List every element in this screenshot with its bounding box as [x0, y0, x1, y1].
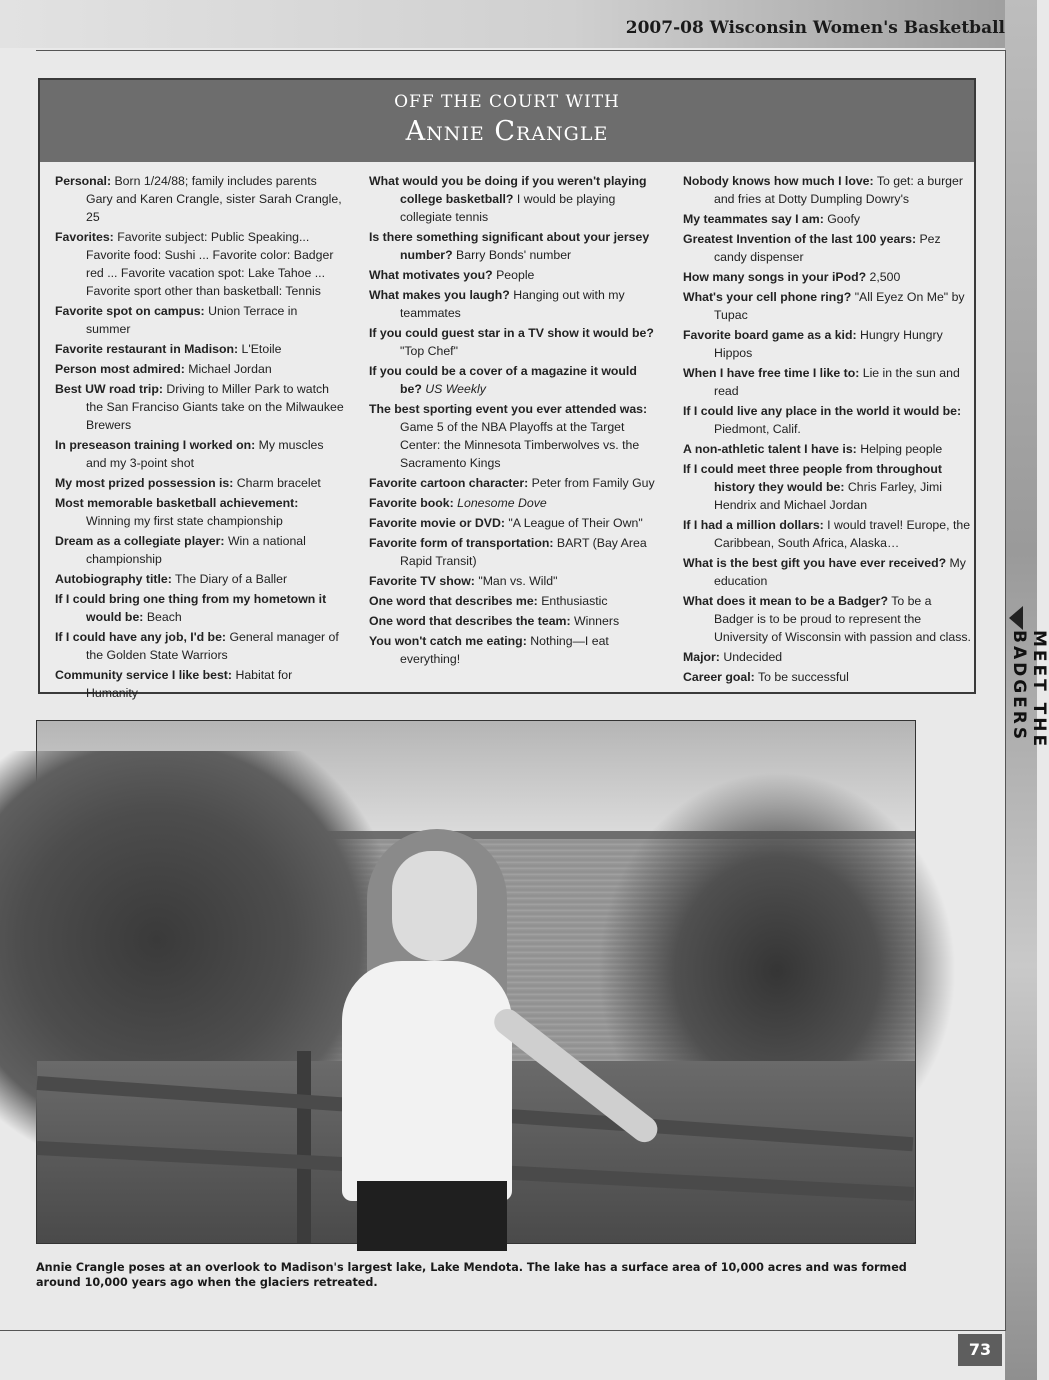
qa-question: My most prized possession is:: [55, 476, 234, 490]
bottom-rule: [0, 1330, 1006, 1331]
qa-question: Dream as a collegiate player:: [55, 534, 225, 548]
qa-answer: Game 5 of the NBA Playoffs at the Target Center: the Minnesota Timberwolves vs. the Sacramento Kings: [400, 420, 640, 470]
qa-question: Favorite cartoon character:: [369, 476, 529, 490]
qa-answer: Hungry Hungry Hippos: [714, 328, 943, 360]
qa-entry: [369, 514, 659, 532]
qa-question: If I had a million dollars:: [683, 518, 824, 532]
qa-answer: My education: [714, 556, 966, 588]
qa-question: Best UW road trip:: [55, 382, 163, 396]
qa-entry: [369, 592, 659, 610]
qa-question: If I could meet three people from throughout history they would be:: [683, 462, 942, 494]
section-tab-label: MEET THE BADGERS: [1009, 630, 1049, 750]
qa-answer: BART (Bay Area Rapid Transit): [400, 536, 647, 568]
fence-post: [297, 1051, 311, 1243]
qa-question: Favorite book:: [369, 496, 454, 510]
qa-entry: [55, 590, 345, 626]
qa-answer: I would be playing collegiate tennis: [400, 192, 616, 224]
qa-entry: [683, 668, 973, 686]
qa-answer: Barry Bonds' number: [456, 248, 572, 262]
qa-answer: To be a Badger is to be proud to represent the University of Wisconsin with passion and class.: [714, 594, 971, 644]
qa-question: How many songs in your iPod?: [683, 270, 867, 284]
photo-caption: Annie Crangle poses at an overlook to Madison's largest lake, Lake Mendota. The lake has a surface area of 10,000 acres and was formed around 10,000 years ago when the glaciers retreated.: [36, 1261, 907, 1289]
qa-answer: General manager of the Golden State Warriors: [86, 630, 339, 662]
qa-entry: [55, 494, 345, 530]
qa-answer: 2,500: [869, 270, 901, 284]
qa-answer: The Diary of a Baller: [175, 572, 288, 586]
qa-entry: [683, 364, 973, 400]
qa-question: Is there something significant about your jersey number?: [369, 230, 650, 262]
qa-question: A non-athletic talent I have is:: [683, 442, 857, 456]
banner-player-name: Annie Crangle: [405, 116, 609, 147]
qa-entry: [55, 666, 345, 702]
qa-entry: [55, 302, 345, 338]
qa-question: What would you be doing if you weren't playing college basketball?: [369, 174, 647, 206]
qa-answer: People: [496, 268, 535, 282]
qa-answer: Beach: [146, 610, 182, 624]
qa-answer: Undecided: [723, 650, 783, 664]
qa-entry: [683, 268, 973, 286]
qa-entry: [369, 324, 659, 360]
qa-answer: I would travel! Europe, the Caribbean, South Africa, Alaska…: [714, 518, 971, 550]
qa-answer: Habitat for Humanity: [86, 668, 293, 700]
qa-answer: To get: a burger and fries at Dotty Dumpling Dowry's: [714, 174, 963, 206]
qa-question: If you could be a cover of a magazine it would be?: [369, 364, 637, 396]
qa-answer: Pez candy dispenser: [714, 232, 941, 264]
qa-entry: [369, 228, 659, 264]
qa-column-1: [55, 172, 345, 704]
person-shirt: [342, 961, 512, 1201]
qa-question: The best sporting event you ever attended was:: [369, 402, 648, 416]
qa-entry: [683, 326, 973, 362]
qa-question: If I could bring one thing from my hometown it would be:: [55, 592, 327, 624]
qa-question: Favorite restaurant in Madison:: [55, 342, 239, 356]
qa-entry: [55, 570, 345, 588]
qa-answer: Lie in the sun and read: [714, 366, 960, 398]
qa-answer: "Man vs. Wild": [478, 574, 558, 588]
qa-entry: [55, 380, 345, 434]
section-tab: [1005, 620, 1049, 860]
qa-answer: L'Etoile: [241, 342, 282, 356]
qa-answer: Enthusiastic: [541, 594, 608, 608]
player-photo: [36, 720, 916, 1244]
qa-banner: [40, 80, 974, 162]
qa-entry: [369, 266, 659, 284]
qa-question: In preseason training I worked on:: [55, 438, 256, 452]
qa-answer: Winners: [574, 614, 620, 628]
qa-question: Community service I like best:: [55, 668, 233, 682]
qa-entry: [683, 460, 973, 514]
qa-entry: [369, 172, 659, 226]
qa-entry: [369, 632, 659, 668]
qa-answer: Goofy: [827, 212, 861, 226]
qa-question: Favorite spot on campus:: [55, 304, 205, 318]
qa-answer: Win a national championship: [86, 534, 306, 566]
qa-question: What is the best gift you have ever received?: [683, 556, 947, 570]
qa-question: When I have free time I like to:: [683, 366, 860, 380]
qa-entry: [369, 494, 659, 512]
qa-entry: [683, 172, 973, 208]
qa-panel: [38, 78, 976, 700]
qa-question: Career goal:: [683, 670, 755, 684]
qa-entry: [683, 210, 973, 228]
qa-entry: [369, 572, 659, 590]
person-face: [392, 851, 477, 961]
qa-question: Personal:: [55, 174, 112, 188]
section-tab-arrow-icon: [1009, 606, 1023, 630]
qa-answer: Lonesome Dove: [457, 496, 547, 510]
qa-question: What does it mean to be a Badger?: [683, 594, 888, 608]
qa-question: Most memorable basketball achievement:: [55, 496, 299, 510]
qa-entry: [683, 648, 973, 666]
qa-entry: [683, 516, 973, 552]
qa-entry: [369, 474, 659, 492]
qa-question: Major:: [683, 650, 720, 664]
qa-question: If you could guest star in a TV show it would be?: [369, 326, 654, 340]
qa-entry: [369, 400, 659, 472]
qa-answer: "All Eyez On Me" by Tupac: [714, 290, 965, 322]
page-header-title: 2007-08 Wisconsin Women's Basketball: [625, 18, 1005, 38]
qa-answer: Michael Jordan: [188, 362, 272, 376]
qa-question: If I could have any job, I'd be:: [55, 630, 227, 644]
qa-entry: [55, 436, 345, 472]
qa-entry: [55, 474, 345, 492]
qa-answer: "Top Chef": [400, 344, 458, 358]
qa-entry: [683, 402, 973, 438]
qa-answer: Piedmont, Calif.: [714, 422, 801, 436]
qa-entry: [683, 554, 973, 590]
qa-answer: "A League of Their Own": [508, 516, 643, 530]
qa-answer: Hanging out with my teammates: [400, 288, 625, 320]
qa-entry: [55, 360, 345, 378]
qa-question: Person most admired:: [55, 362, 185, 376]
qa-question: Favorite movie or DVD:: [369, 516, 505, 530]
qa-answer: Union Terrace in summer: [86, 304, 298, 336]
qa-question: Autobiography title:: [55, 572, 172, 586]
qa-answer: Nothing—I eat everything!: [400, 634, 609, 666]
qa-question: Favorites:: [55, 230, 114, 244]
qa-question: Favorite form of transportation:: [369, 536, 554, 550]
qa-question: My teammates say I am:: [683, 212, 824, 226]
qa-answer: Favorite subject: Public Speaking... Favorite food: Sushi ... Favorite color: Badger red ... Favorite vacation spot: Lake Tahoe ... Favorite sport other than basketball: Tennis: [86, 230, 334, 298]
qa-column-2: [369, 172, 659, 670]
qa-entry: [55, 532, 345, 568]
qa-answer: Charm bracelet: [236, 476, 321, 490]
qa-answer: My muscles and my 3-point shot: [86, 438, 324, 470]
qa-answer: US Weekly: [425, 382, 486, 396]
top-rule: [36, 50, 1006, 51]
qa-question: What makes you laugh?: [369, 288, 510, 302]
qa-entry: [55, 340, 345, 358]
qa-answer: Winning my first state championship: [86, 514, 283, 528]
qa-question: What's your cell phone ring?: [683, 290, 852, 304]
qa-entry: [683, 440, 973, 458]
qa-question: You won't catch me eating:: [369, 634, 527, 648]
qa-question: One word that describes the team:: [369, 614, 571, 628]
banner-subtitle: OFF THE COURT WITH: [394, 92, 620, 112]
qa-entry: [55, 628, 345, 664]
qa-question: Nobody knows how much I love:: [683, 174, 874, 188]
qa-entry: [683, 592, 973, 646]
qa-answer: Driving to Miller Park to watch the San Franciso Giants take on the Milwaukee Brewers: [86, 382, 344, 432]
qa-question: Greatest Invention of the last 100 years:: [683, 232, 917, 246]
qa-entry: [369, 612, 659, 630]
qa-answer: To be successful: [757, 670, 849, 684]
qa-answer: Born 1/24/88; family includes parents Gary and Karen Crangle, sister Sarah Crangle, 25: [86, 174, 342, 224]
qa-entry: [369, 286, 659, 322]
qa-answer: Chris Farley, Jimi Hendrix and Michael Jordan: [714, 480, 942, 512]
qa-entry: [55, 228, 345, 300]
qa-answer: Helping people: [860, 442, 943, 456]
qa-entry: [369, 534, 659, 570]
qa-question: If I could live any place in the world it would be:: [683, 404, 962, 418]
page-number: 73: [958, 1334, 1002, 1366]
qa-question: Favorite board game as a kid:: [683, 328, 857, 342]
qa-question: One word that describes me:: [369, 594, 538, 608]
qa-question: Favorite TV show:: [369, 574, 475, 588]
person-pants: [357, 1181, 507, 1251]
qa-entry: [55, 172, 345, 226]
qa-entry: [369, 362, 659, 398]
qa-entry: [683, 288, 973, 324]
qa-column-3: [683, 172, 973, 688]
qa-entry: [683, 230, 973, 266]
qa-answer: Peter from Family Guy: [531, 476, 655, 490]
qa-question: What motivates you?: [369, 268, 493, 282]
